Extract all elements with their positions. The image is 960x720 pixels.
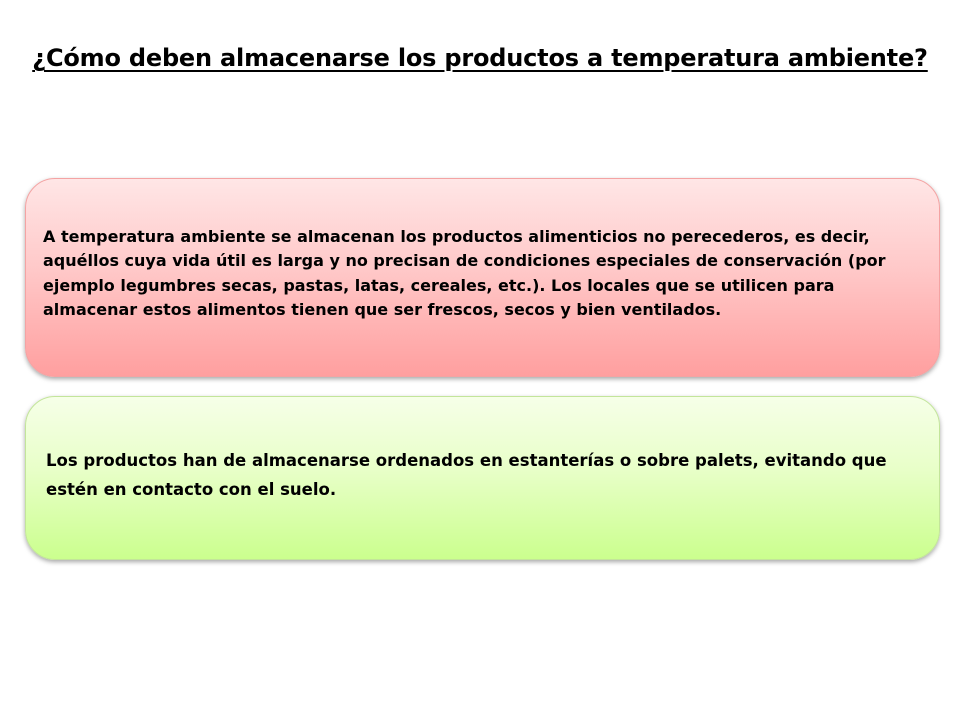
info-box-room-temperature	[25, 178, 940, 377]
info-box-storage-order	[25, 396, 940, 560]
info-box-storage-order-text: Los productos han de almacenarse ordenados en estanterías o sobre palets, evitando que estén en contacto con el suelo.	[46, 451, 887, 499]
slide-title: ¿Cómo deben almacenarse los productos a temperatura ambiente?	[32, 44, 928, 72]
info-box-room-temperature-text: A temperatura ambiente se almacenan los productos alimenticios no perecederos, es decir, aquéllos cuya vida útil es larga y no precisan de condiciones especiales de conservación (por ejemplo legumbres secas, pastas, latas, cereales, etc.). Los locales que se utilicen para almacenar estos alimentos tienen que ser frescos, secos y bien ventilados.	[43, 226, 886, 319]
